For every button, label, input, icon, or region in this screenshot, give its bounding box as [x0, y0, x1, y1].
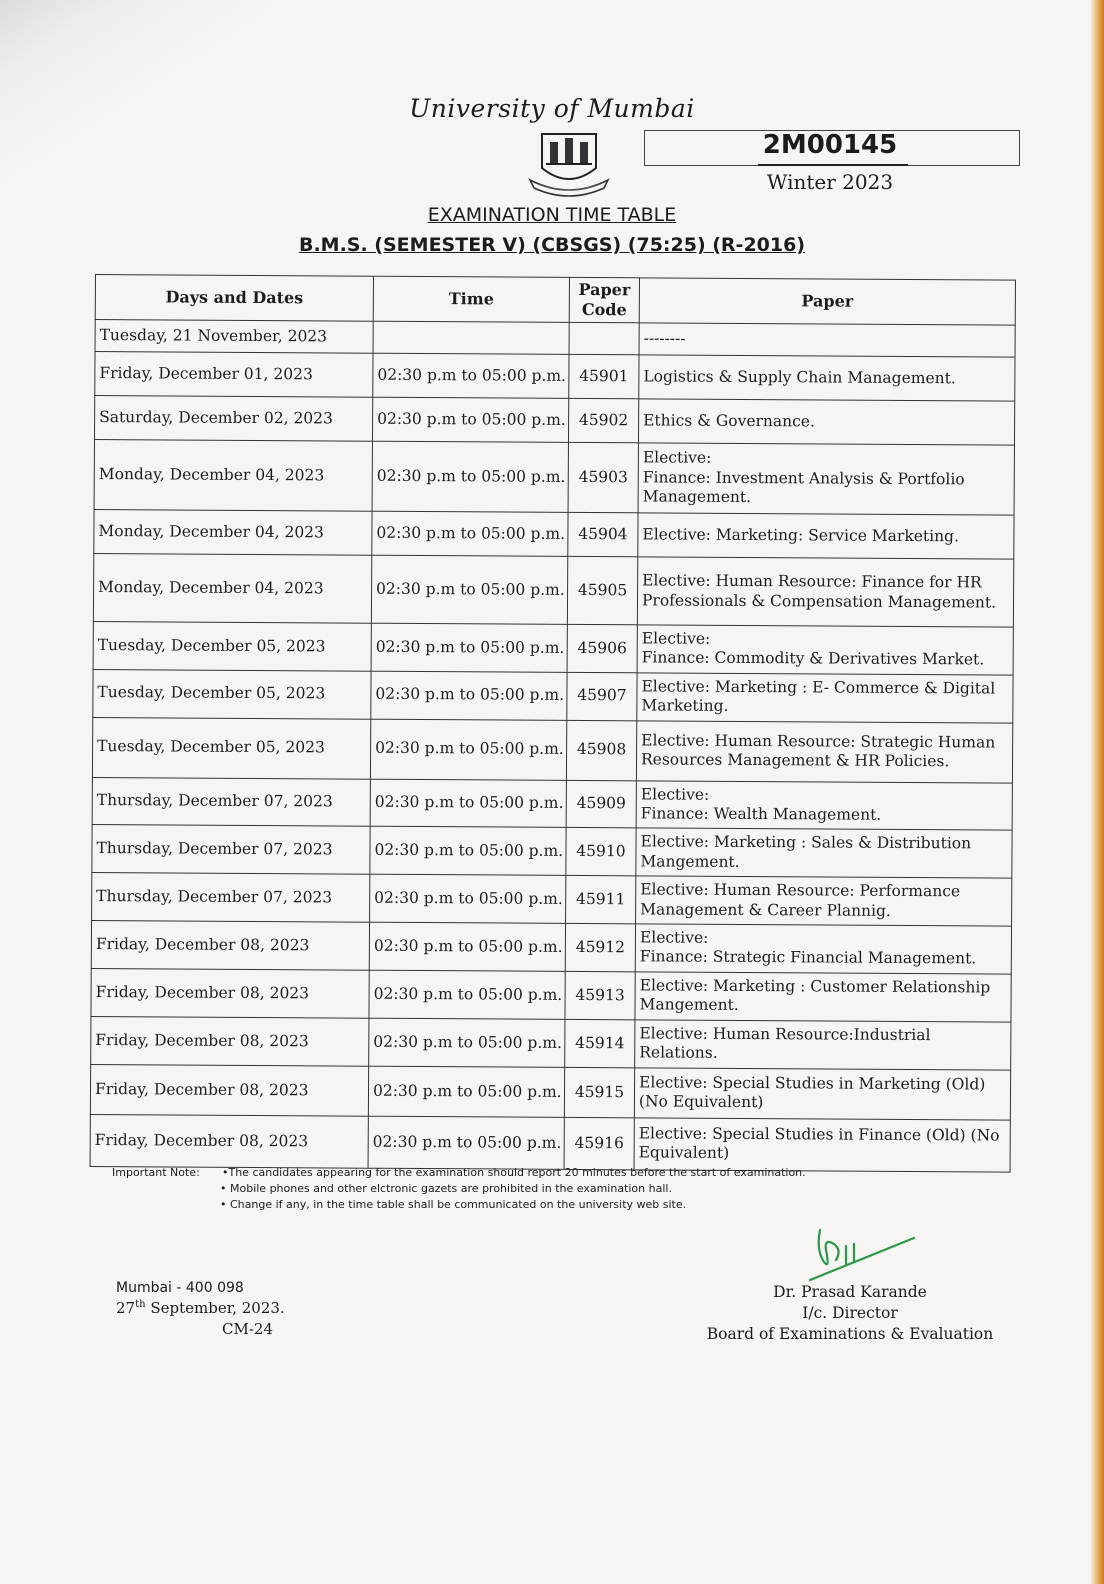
cell-paper: Elective: Finance: Commodity & Derivatives Market. — [637, 625, 1013, 675]
cell-time: 02:30 p.m to 05:00 p.m. — [373, 353, 569, 398]
cell-date: Tuesday, December 05, 2023 — [92, 717, 370, 779]
table-row — [92, 717, 1012, 783]
table-row — [91, 1016, 1011, 1070]
cell-date: Friday, December 08, 2023 — [90, 1114, 368, 1168]
cell-date: Tuesday, 21 November, 2023 — [95, 320, 373, 354]
timetable-title: EXAMINATION TIME TABLE — [427, 204, 677, 226]
cell-paper: Elective: Finance: Wealth Management. — [636, 780, 1012, 830]
cell-time: 02:30 p.m to 05:00 p.m. — [369, 922, 565, 971]
cell-paper-code: 45906 — [567, 624, 637, 672]
cell-time: 02:30 p.m to 05:00 p.m. — [372, 511, 568, 556]
important-note — [112, 1165, 992, 1213]
cell-time: 02:30 p.m to 05:00 p.m. — [368, 1116, 564, 1169]
cell-paper-code: 45904 — [568, 512, 638, 556]
header-paper-code: Paper Code — [569, 277, 639, 322]
header-days-dates: Days and Dates — [95, 275, 373, 322]
exam-session: Winter 2023 — [766, 170, 894, 194]
cell-time: 02:30 p.m to 05:00 p.m. — [370, 826, 566, 875]
cell-date: Monday, December 04, 2023 — [94, 509, 372, 555]
cell-paper: Ethics & Governance. — [638, 399, 1014, 445]
cell-time: 02:30 p.m to 05:00 p.m. — [370, 874, 566, 923]
issue-place: Mumbai - 400 098 — [116, 1280, 244, 1296]
cell-paper: Elective: Human Resource: Performance Management & Career Plannig. — [636, 876, 1012, 926]
cell-time: 02:30 p.m to 05:00 p.m. — [368, 1066, 564, 1117]
cell-paper-code: 45916 — [564, 1117, 634, 1169]
cell-date: Monday, December 04, 2023 — [94, 439, 372, 511]
cell-time: 02:30 p.m to 05:00 p.m. — [372, 397, 568, 442]
cell-paper: -------- — [639, 323, 1015, 357]
note-item: • Mobile phones and other elctronic gazets are prohibited in the examination hall. — [220, 1182, 672, 1195]
cell-date: Monday, December 04, 2023 — [93, 553, 371, 623]
cell-date: Thursday, December 07, 2023 — [92, 872, 370, 922]
cell-paper: Elective: Finance: Investment Analysis & Portfolio Management. — [638, 443, 1014, 515]
cell-time: 02:30 p.m to 05:00 p.m. — [369, 970, 565, 1019]
cell-time: 02:30 p.m to 05:00 p.m. — [371, 623, 567, 672]
cell-paper-code: 45909 — [566, 780, 636, 828]
university-name: University of Mumbai — [409, 94, 695, 123]
cell-paper-code: 45913 — [565, 971, 635, 1019]
cell-time: 02:30 p.m to 05:00 p.m. — [372, 441, 568, 512]
cell-paper-code: 45901 — [569, 354, 639, 398]
table-row — [94, 396, 1014, 446]
signatory-block — [700, 1282, 1000, 1345]
table-row — [91, 920, 1011, 973]
table-row — [92, 872, 1012, 926]
cell-paper-code — [569, 322, 639, 354]
cell-paper-code: 45914 — [565, 1019, 635, 1067]
timetable — [90, 274, 1016, 1172]
cell-paper: Elective: Marketing : E- Commerce & Digital Marketing. — [637, 673, 1013, 723]
table-row — [91, 968, 1011, 1022]
table-row — [93, 553, 1013, 627]
cell-date: Friday, December 08, 2023 — [91, 968, 369, 1018]
cell-paper: Elective: Marketing: Service Marketing. — [638, 513, 1014, 559]
cell-time — [373, 321, 569, 354]
table-row — [94, 509, 1014, 559]
cell-time: 02:30 p.m to 05:00 p.m. — [370, 779, 566, 828]
cell-date: Thursday, December 07, 2023 — [92, 777, 370, 826]
cell-paper: Elective: Human Resource: Strategic Human Resources Management & HR Policies. — [636, 720, 1012, 782]
cell-date: Friday, December 01, 2023 — [95, 352, 373, 398]
course-title: B.M.S. (SEMESTER V) (CBSGS) (75:25) (R-2016) — [298, 234, 806, 256]
cell-paper: Logistics & Supply Chain Management. — [639, 355, 1015, 401]
notice-code: 2M00145 — [762, 130, 898, 160]
note-item: • Change if any, in the time table shall be communicated on the university web site. — [220, 1198, 687, 1211]
timetable-header-row — [95, 275, 1015, 326]
table-row — [92, 825, 1012, 878]
cell-date: Thursday, December 07, 2023 — [92, 825, 370, 874]
cell-paper: Elective: Marketing : Sales & Distribution Mangement. — [636, 828, 1012, 878]
cell-paper-code: 45908 — [566, 720, 636, 780]
note-item: •The candidates appearing for the examination should report 20 minutes before the start of examination. — [222, 1166, 806, 1179]
signatory-title: I/c. Director — [802, 1304, 898, 1322]
cell-time: 02:30 p.m to 05:00 p.m. — [371, 555, 567, 624]
cell-paper-code: 45903 — [568, 442, 638, 512]
cell-paper-code: 45912 — [565, 923, 635, 971]
cell-paper: Elective: Special Studies in Marketing (Old)(No Equivalent) — [634, 1068, 1010, 1120]
cell-date: Friday, December 08, 2023 — [91, 920, 369, 969]
university-emblem-icon — [526, 128, 612, 198]
table-row — [90, 1064, 1010, 1120]
cell-time: 02:30 p.m to 05:00 p.m. — [370, 719, 566, 780]
cell-paper-code: 45905 — [567, 556, 637, 624]
cell-paper-code: 45915 — [564, 1067, 634, 1117]
reference-number: CM-24 — [222, 1320, 273, 1338]
table-row — [93, 621, 1013, 674]
cell-date: Tuesday, December 05, 2023 — [93, 669, 371, 718]
cell-date: Friday, December 08, 2023 — [91, 1016, 369, 1066]
table-row — [94, 439, 1014, 515]
cell-paper-code: 45911 — [566, 875, 636, 923]
cell-paper-code: 45902 — [568, 398, 638, 442]
cell-date: Saturday, December 02, 2023 — [94, 396, 372, 442]
cell-paper-code: 45907 — [567, 672, 637, 720]
header-paper: Paper — [639, 278, 1015, 325]
table-row — [95, 352, 1015, 402]
cell-paper: Elective: Human Resource: Finance for HR Professionals & Compensation Management. — [637, 557, 1013, 627]
cell-paper: Elective: Special Studies in Finance (Old) (No Equivalent) — [634, 1118, 1010, 1172]
signatory-name: Dr. Prasad Karande — [773, 1283, 927, 1301]
timetable-body — [90, 320, 1015, 1172]
cell-paper: Elective: Finance: Strategic Financial Management. — [635, 924, 1011, 974]
cell-paper-code: 45910 — [566, 828, 636, 876]
table-row — [92, 777, 1012, 830]
table-row — [93, 669, 1013, 722]
table-row — [90, 1114, 1010, 1172]
cell-time: 02:30 p.m to 05:00 p.m. — [371, 671, 567, 720]
cell-date: Friday, December 08, 2023 — [90, 1064, 368, 1116]
cell-paper: Elective: Human Resource:Industrial Relations. — [635, 1020, 1011, 1070]
notice-code-underline — [758, 164, 908, 166]
header-time: Time — [373, 276, 569, 322]
cell-paper: Elective: Marketing : Customer Relationship Mangement. — [635, 972, 1011, 1022]
cell-time: 02:30 p.m to 05:00 p.m. — [369, 1018, 565, 1067]
cell-date: Tuesday, December 05, 2023 — [93, 621, 371, 670]
signatory-board: Board of Examinations & Evaluation — [706, 1325, 994, 1343]
note-label: Important Note: — [112, 1166, 200, 1179]
issue-date: 27th September, 2023. — [116, 1299, 285, 1317]
